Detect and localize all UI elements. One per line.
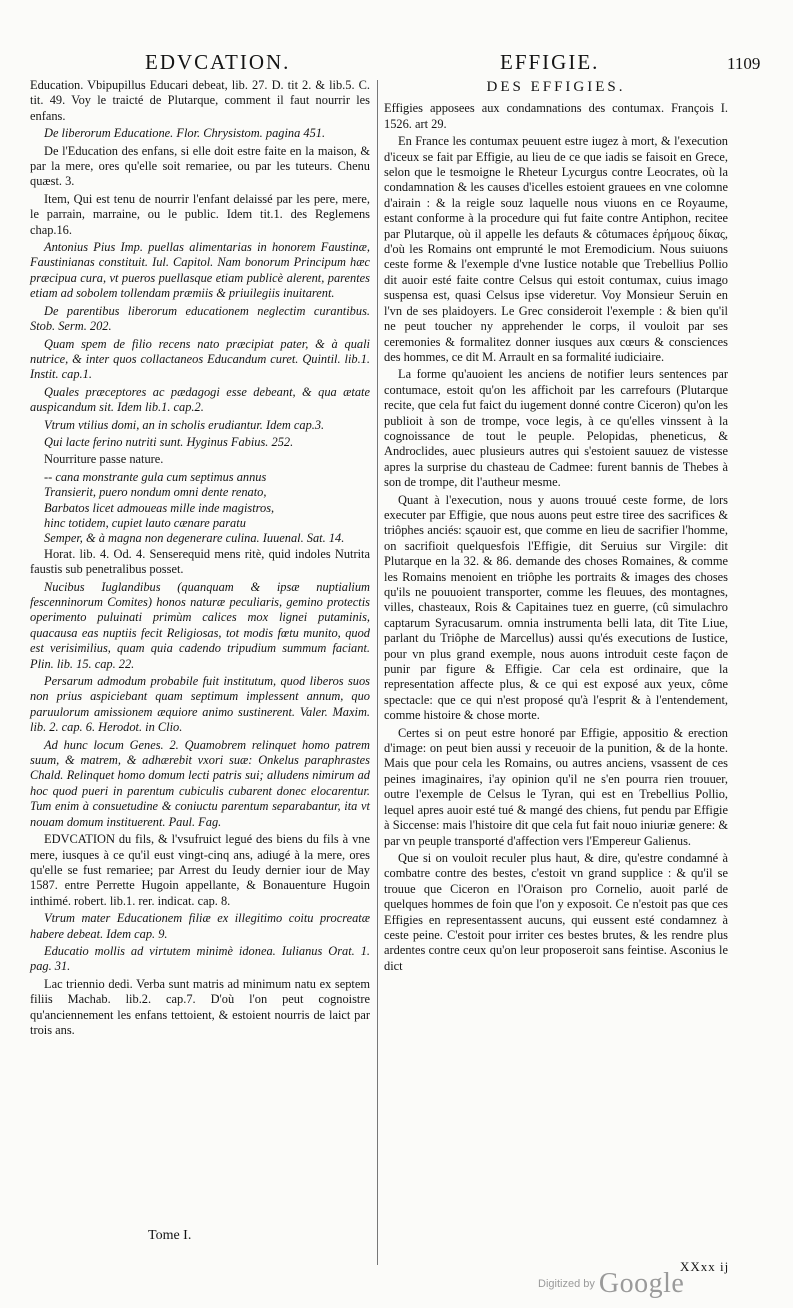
running-head-left: EDVCATION. <box>145 50 291 74</box>
verse-line: -- cana monstrante gula cum septimus annus <box>44 469 267 484</box>
paragraph: Vtrum mater Educationem filiæ ex illegitimo coitu procreatæ habere debeat. Idem cap. 9. <box>30 911 370 941</box>
left-column-paragraphs <box>30 78 370 468</box>
left-column-paragraphs-continued <box>30 547 370 1039</box>
page-number: 1109 <box>727 54 761 73</box>
verse-quotation <box>30 470 370 547</box>
right-column-paragraphs <box>384 101 728 974</box>
verse-line: Barbatos licet admoueas mille inde magistros, <box>44 500 275 515</box>
paragraph: Certes si on peut estre honoré par Effigie, appositio & erection d'image: on peut bien aussi y receuoir de la punition, & de la honte. Mais que pour cela les Romains, ou autres anciens, vsassent de ces peines imaginaires, i'ay opinion qu'il ne s'en pourra rien trouuer, outre l'exemple de Celsus le Tyran, qui est en Trebellius Pollio, lequel apres auoir esté tué & mangé des chiens, fut pendu par Effigie à Siccense: mais l'histoire dit que cela fut fait nouo iniuriæ genere: & par vn peuple transporté d'affection vers l'Empereur Galienus. <box>384 725 728 848</box>
paragraph: Vtrum vtilius domi, an in scholis erudiantur. Idem cap.3. <box>44 417 325 432</box>
paragraph: De l'Education des enfans, si elle doit estre faite en la maison, & par la mere, ores qu'elle soit remariee, ou par les tuteurs. Chenu quæst. 3. <box>30 143 370 189</box>
paragraph: Quant à l'execution, nous y auons trouué ceste forme, de lors executer par Effigie, que nous auons peut estre tiree des sacrifices & triôphes anciés: sçauoir est, que comme en lieu de sacrifier l'homme, on sacrifioit quelquesfois l'Effigie, dit Seruius sur Virgile: dit Plutarque en la 32. & 86. demande des choses Romaines, & comme les Romains menoient en triôphe les portraits & images des choses qu'ils ne pouuoient transporter, comme les fleuues, des montagnes, villes, chasteaux, Rois & Capitaines tuez en guerre, (cû simulachro captarum Syracusarum. omnia instrumenta belli lata, dit Tite Liue, parlant du Triôphe de Marcellus) aussi qu'és executions de Iustice, pour vn plus grand exemple, nous auons introduit ceste façon de punir par figure & Effigie. Car cela est ordinaire, que la representation affecte plus, & ce qui est exposé aux yeux, côme spectacle: que ce qui n'est proposé qu'à l'esprit & à l'entendement, comme histoire & chose morte. <box>384 492 728 723</box>
paragraph: Lac triennio dedi. Verba sunt matris ad minimum natu ex septem filiis Machab. lib.2. cap.7. D'où l'on peut cognoistre qu'anciennement les enfans tettoient, & estoient nourris de laict par trois ans. <box>30 976 370 1037</box>
paragraph: Antonius Pius Imp. puellas alimentarias in honorem Faustinæ, Faustinianas constituit. Iul. Capitol. Nam bonorum Principum hæc præcipua cura, vt pueros puellasque etiam publicè alerent, parentes etiam ad sobolem tollendam præmiis & priuilegiis inuitarent. <box>30 240 370 301</box>
section-title: DES EFFIGIES. <box>486 79 626 95</box>
digitized-by-text: Digitized by <box>538 1278 595 1290</box>
paragraph: Nucibus Iuglandibus (quanquam & ipsæ nuptialium fescenninorum Comites) honos naturæ peculiaris, gemino protectis operimento puluinati primùm calices mox lignei putaminis, quacausa eas nuptiis fecit Religiosas, tot modis fœtu munito, quod est verisimilius, quam quia cadendo tripudium summum faciant. Plin. lib. 15. cap. 22. <box>30 579 370 671</box>
google-logo-text: Google <box>598 1268 685 1299</box>
paragraph: Que si on vouloit reculer plus haut, & dire, qu'estre condamné à combatre contre des bestes, c'estoit vn grand supplice : & qu'il se trouue que Ciceron en l'Oraison pro Cornelio, auoit parlé de quelques hommes de foin que l'on y exposoit. Ce n'estoit pas que ces Effigies en representassent aucuns, qui eussent esté condamnez à ceste peine. C'estoit pour irriter ces bestes brutes, & les rendre plus ardentes contre ceux qu'on leur proposeroit sans feintise. Asconius le dict <box>384 850 728 973</box>
paragraph: La forme qu'auoient les anciens de notifier leurs sentences par contumace, estoit qu'on les affichoit par les carrefours (Plutarque recite, que cela fut faict du iugement donné contre Ciceron) qu'on les publioit à son de trompe, voce legis, à ce qu'elles vinssent à la cognoissance de tout le peuple. Pelopidas, pheneticus, & Androclides, auec plusieurs autres qui s'estoient sauuez de vistesse apres la surprise du chasteau de Cadmee: furent bannis de Thebes à son de trompe, dit l'autheur mesme. <box>384 367 728 490</box>
paragraph: Effigies apposees aux condamnations des contumax. François I. 1526. art 29. <box>384 101 728 131</box>
verse-line: hinc totidem, cupiet lauto cænare paratu <box>44 515 246 530</box>
running-head-right: EFFIGIE. <box>500 50 600 74</box>
signature-mark: XXxx ij <box>680 1259 730 1274</box>
paragraph: EDVCATION du fils, & l'vsufruict legué des biens du fils à vne mere, iusques à ce qu'il eust vingt-cinq ans, adiugé à la mere, ores qu'elle se fust remariee; par Arrest du Ieudy dernier iour de May 1587. entre Perrette Hugoin appellante, & Bonauenture Hugoin inthimé. robert. lib.1. rer. indicat. cap. 8. <box>30 832 370 908</box>
paragraph: Educatio mollis ad virtutem minimè idonea. Iulianus Orat. 1. pag. 31. <box>30 943 370 974</box>
paragraph: Horat. lib. 4. Od. 4. Senserequid mens ritè, quid indoles Nutrita faustis sub penetralibus posset. <box>30 546 370 577</box>
paragraph: Nourriture passe nature. <box>44 452 164 467</box>
digitized-watermark <box>538 1268 684 1300</box>
paragraph: Persarum admodum probabile fuit institutum, quod liberos suos non prius aspiciebant quam septimum implessent annum, quo paruulorum amissionem æquiore animo sustinerent. Valer. Maxim. lib. 2. cap. 6. Herodot. in Clio. <box>30 674 370 735</box>
verse-line: Semper, & à magna non degenerare culina. Iuuenal. Sat. 14. <box>44 531 345 546</box>
tome-label: Tome I. <box>148 1228 192 1243</box>
paragraph: De liberorum Educatione. Flor. Chrysistom. pagina 451. <box>44 126 326 141</box>
verse-line: Transierit, puero nondum omni dente renato, <box>44 485 267 500</box>
paragraph: Item, Qui est tenu de nourrir l'enfant delaissé par les pere, mere, le parrain, marraine, ou le public. Idem tit.1. des Reglemens chap.16. <box>30 191 370 237</box>
paragraph: Quam spem de filio recens nato præcipiat pater, & à quali nutrice, & inter quos collactaneos Educandum curet. Quintil. lib.1. Instit. cap.1. <box>30 336 370 382</box>
paragraph: Qui lacte ferino nutriti sunt. Hyginus Fabius. 252. <box>44 434 294 449</box>
right-column <box>384 80 728 976</box>
paragraph: En France les contumax peuuent estre iugez à mort, & l'execution d'iceux se fait par Effigie, au lieu de ce que iadis se faisoit en Grece, selon que le tesmoigne le Rheteur Lycurgus contre Leocrates, où la condamnation & les causes d'icelles estoient grauees en vne colomne d'airain : & la reigle souz laquelle nous viuons en ce Royaume, estant conforme à la procedure qui fut faite contre Antiphon, recitee par Plutarque, où il appelle les defauts & côtumaces ἐρήμους δίκας, d'où les Romains ont emprunté le mot Eremodicium. Nous suiuons ceste forme & l'exemple d'vne Iustice notable que Trebellius Pollio dit auoir esté faite contre Celsus qui estoit contumax, cuius imago suspensa est, quasi Celsus ipse videretur. Voy Monsieur Seruin en l'vn de ses plaidoyers. Le Grec consideroit l'exemple : & bien qu'il ne peut toucher ny apprehender le corps, il vouloit par ses ceremonies & formalitez donner iusques aux cœurs & consciences des hommes, ce dit M. Arrault en sa formalité iudiciaire. <box>384 134 728 364</box>
paragraph: Education. Vbipupillus Educari debeat, lib. 27. D. tit 2. & lib.5. C. tit. 49. Voy le traicté de Plutarque, comment il faut nourrir les enfans. <box>30 78 370 123</box>
paragraph: Ad hunc locum Genes. 2. Quamobrem relinquet homo patrem suum, & matrem, & adhærebit vxori suæ: Onkelus paraphrastes Chald. Relinquet homo domum lecti patris sui; alludens nimirum ad hoc quod pueri in parentum cubiculis cubarent donec elocarentur. Tum enim à consuetudine & coniuctu parentum separabantur, ita vt nouam domum instituerent. Paul. Fag. <box>30 737 370 829</box>
column-divider <box>377 80 378 1265</box>
paragraph: Quales præceptores ac pædagogi esse debeant, & qua ætate auspicandum sit. Idem lib.1. cap.2. <box>30 384 370 415</box>
paragraph: De parentibus liberorum educationem neglectim curantibus. Stob. Serm. 202. <box>30 303 370 334</box>
left-column <box>30 78 370 1040</box>
